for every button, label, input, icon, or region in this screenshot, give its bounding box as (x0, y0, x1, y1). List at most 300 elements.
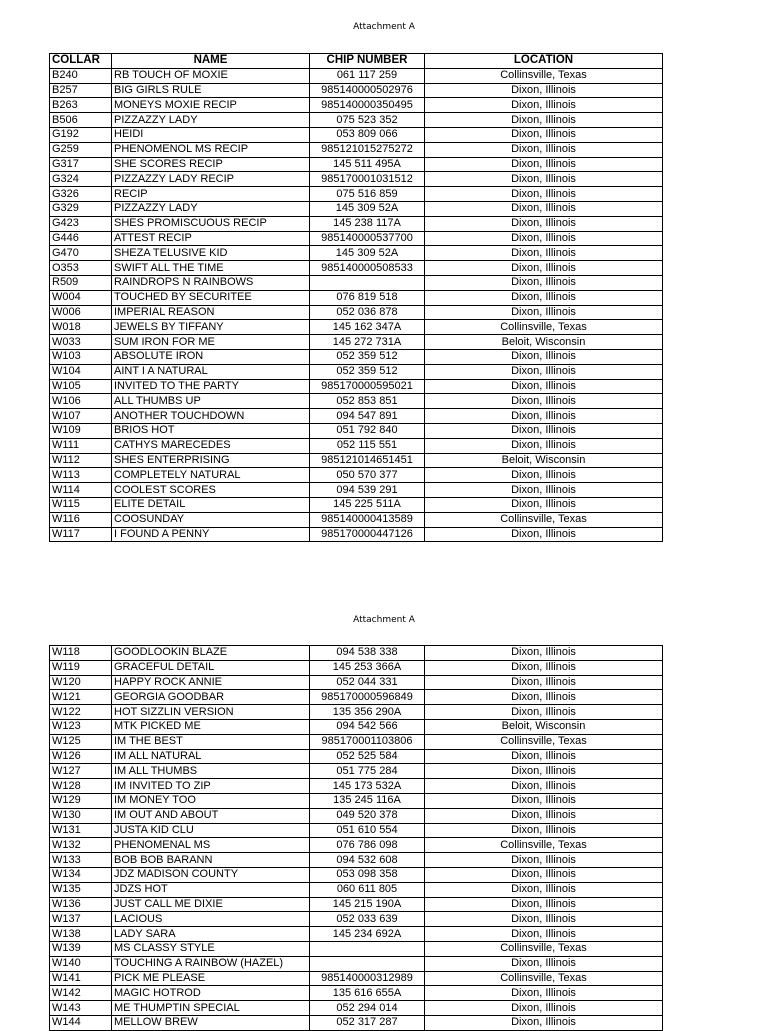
collar-cell: O353 (50, 261, 112, 276)
collar-cell: W126 (50, 749, 112, 764)
chip-number-cell: 135 245 116A (310, 793, 425, 808)
location-cell: Dixon, Illinois (425, 882, 663, 897)
collar-cell: W129 (50, 793, 112, 808)
table-row (50, 912, 663, 927)
chip-number-cell (310, 941, 425, 956)
name-cell: TOUCHED BY SECURITEE (112, 290, 310, 305)
collar-cell: W117 (50, 527, 112, 542)
location-cell: Dixon, Illinois (425, 646, 663, 661)
location-cell: Dixon, Illinois (425, 853, 663, 868)
name-cell: INVITED TO THE PARTY (112, 379, 310, 394)
collar-cell: W004 (50, 290, 112, 305)
location-cell: Dixon, Illinois (425, 231, 663, 246)
collar-cell: W141 (50, 971, 112, 986)
chip-number-cell: 061 117 259 (310, 68, 425, 83)
table-row (50, 349, 663, 364)
table-row (50, 793, 663, 808)
location-cell: Dixon, Illinois (425, 675, 663, 690)
chip-number-column-header: CHIP NUMBER (310, 54, 425, 69)
location-cell: Dixon, Illinois (425, 379, 663, 394)
chip-number-cell: 075 523 352 (310, 113, 425, 128)
location-cell: Dixon, Illinois (425, 246, 663, 261)
table-row (50, 275, 663, 290)
table-row (50, 956, 663, 971)
table-row (50, 290, 663, 305)
name-cell: ANOTHER TOUCHDOWN (112, 409, 310, 424)
collar-cell: G470 (50, 246, 112, 261)
location-cell: Dixon, Illinois (425, 497, 663, 512)
name-cell: IM MONEY TOO (112, 793, 310, 808)
name-column-header: NAME (112, 54, 310, 69)
collar-cell: W103 (50, 349, 112, 364)
location-cell: Dixon, Illinois (425, 1015, 663, 1030)
chip-number-cell: 985140000312989 (310, 971, 425, 986)
table-row (50, 660, 663, 675)
name-cell: COMPLETELY NATURAL (112, 468, 310, 483)
collar-cell: W113 (50, 468, 112, 483)
location-cell: Dixon, Illinois (425, 867, 663, 882)
location-cell: Dixon, Illinois (425, 468, 663, 483)
table-row (50, 512, 663, 527)
location-cell: Dixon, Illinois (425, 423, 663, 438)
chip-number-cell: 145 272 731A (310, 335, 425, 350)
name-cell: AINT I A NATURAL (112, 364, 310, 379)
collar-cell: W133 (50, 853, 112, 868)
location-cell: Dixon, Illinois (425, 793, 663, 808)
collar-cell: W118 (50, 646, 112, 661)
chip-number-cell: 052 294 014 (310, 1001, 425, 1016)
chip-number-cell (310, 956, 425, 971)
table-row (50, 261, 663, 276)
chip-number-cell: 985140000502976 (310, 83, 425, 98)
chip-number-cell: 052 317 287 (310, 1015, 425, 1030)
collar-cell: G423 (50, 216, 112, 231)
collar-cell: W137 (50, 912, 112, 927)
name-cell: IM ALL NATURAL (112, 749, 310, 764)
table-row (50, 749, 663, 764)
collar-cell: W142 (50, 986, 112, 1001)
collar-cell: W125 (50, 734, 112, 749)
location-cell: Dixon, Illinois (425, 483, 663, 498)
chip-number-cell: 051 792 840 (310, 423, 425, 438)
location-cell: Beloit, Wisconsin (425, 335, 663, 350)
chip-number-cell: 094 547 891 (310, 409, 425, 424)
table-row (50, 823, 663, 838)
name-cell: PIZZAZZY LADY (112, 113, 310, 128)
table-row (50, 394, 663, 409)
collar-cell: W143 (50, 1001, 112, 1016)
table-row (50, 231, 663, 246)
table-row (50, 705, 663, 720)
chip-number-cell: 985140000537700 (310, 231, 425, 246)
location-cell: Dixon, Illinois (425, 83, 663, 98)
location-cell: Dixon, Illinois (425, 690, 663, 705)
table-row (50, 867, 663, 882)
location-cell: Dixon, Illinois (425, 261, 663, 276)
collar-cell: W112 (50, 453, 112, 468)
chip-number-cell: 985170001031512 (310, 172, 425, 187)
table-row (50, 320, 663, 335)
location-cell: Dixon, Illinois (425, 1001, 663, 1016)
chip-number-cell: 094 539 291 (310, 483, 425, 498)
location-cell: Dixon, Illinois (425, 157, 663, 172)
collar-cell: W139 (50, 941, 112, 956)
location-cell: Dixon, Illinois (425, 912, 663, 927)
collar-cell: W104 (50, 364, 112, 379)
name-cell: JUSTA KID CLU (112, 823, 310, 838)
location-cell: Dixon, Illinois (425, 764, 663, 779)
collar-cell: W135 (50, 882, 112, 897)
chip-number-cell: 145 253 366A (310, 660, 425, 675)
name-cell: ATTEST RECIP (112, 231, 310, 246)
location-cell: Dixon, Illinois (425, 127, 663, 142)
location-cell: Dixon, Illinois (425, 364, 663, 379)
table-row (50, 483, 663, 498)
chip-number-cell: 052 036 878 (310, 305, 425, 320)
location-cell: Dixon, Illinois (425, 779, 663, 794)
chip-number-cell: 145 309 52A (310, 201, 425, 216)
collar-cell: W121 (50, 690, 112, 705)
name-cell: SWIFT ALL THE TIME (112, 261, 310, 276)
table-row (50, 1015, 663, 1030)
location-cell: Dixon, Illinois (425, 216, 663, 231)
chip-number-cell: 145 309 52A (310, 246, 425, 261)
collar-cell: W144 (50, 1015, 112, 1030)
collar-cell: W018 (50, 320, 112, 335)
chip-number-cell: 076 819 518 (310, 290, 425, 305)
name-cell: LADY SARA (112, 927, 310, 942)
collar-cell: W116 (50, 512, 112, 527)
location-cell: Collinsville, Texas (425, 971, 663, 986)
chip-number-cell: 145 511 495A (310, 157, 425, 172)
table-row (50, 83, 663, 98)
table-row (50, 764, 663, 779)
collar-cell: W138 (50, 927, 112, 942)
collar-cell: B240 (50, 68, 112, 83)
location-cell: Dixon, Illinois (425, 808, 663, 823)
table-row (50, 897, 663, 912)
chip-number-cell: 985140000508533 (310, 261, 425, 276)
location-cell: Dixon, Illinois (425, 956, 663, 971)
name-cell: PIZZAZZY LADY RECIP (112, 172, 310, 187)
name-cell: IM INVITED TO ZIP (112, 779, 310, 794)
name-cell: TOUCHING A RAINBOW (HAZEL) (112, 956, 310, 971)
location-cell: Dixon, Illinois (425, 349, 663, 364)
chip-number-cell: 094 538 338 (310, 646, 425, 661)
location-cell: Dixon, Illinois (425, 394, 663, 409)
location-cell: Beloit, Wisconsin (425, 453, 663, 468)
table-row (50, 453, 663, 468)
table-row (50, 882, 663, 897)
name-cell: JEWELS BY TIFFANY (112, 320, 310, 335)
location-cell: Collinsville, Texas (425, 320, 663, 335)
chip-number-cell: 985170000596849 (310, 690, 425, 705)
location-cell: Dixon, Illinois (425, 187, 663, 202)
chip-number-cell: 052 033 639 (310, 912, 425, 927)
chip-number-cell: 051 610 554 (310, 823, 425, 838)
chip-number-cell: 049 520 378 (310, 808, 425, 823)
location-cell: Collinsville, Texas (425, 68, 663, 83)
table-body-2 (50, 646, 663, 1031)
table-row (50, 364, 663, 379)
collar-cell: G329 (50, 201, 112, 216)
location-cell: Dixon, Illinois (425, 98, 663, 113)
chip-number-cell: 985140000413589 (310, 512, 425, 527)
table-row (50, 838, 663, 853)
table-row (50, 986, 663, 1001)
name-cell: COOSUNDAY (112, 512, 310, 527)
table-row (50, 127, 663, 142)
collar-cell: W114 (50, 483, 112, 498)
collar-cell: W120 (50, 675, 112, 690)
name-cell: SHE SCORES RECIP (112, 157, 310, 172)
table-header-row (50, 54, 663, 69)
table-row (50, 808, 663, 823)
chip-number-cell: 075 516 859 (310, 187, 425, 202)
chip-number-cell (310, 275, 425, 290)
table-row (50, 941, 663, 956)
location-column-header: LOCATION (425, 54, 663, 69)
chip-number-cell: 985121014651451 (310, 453, 425, 468)
location-cell: Dixon, Illinois (425, 142, 663, 157)
name-cell: ABSOLUTE IRON (112, 349, 310, 364)
name-cell: IM THE BEST (112, 734, 310, 749)
name-cell: SHEZA TELUSIVE KID (112, 246, 310, 261)
chip-number-cell: 050 570 377 (310, 468, 425, 483)
name-cell: I FOUND A PENNY (112, 527, 310, 542)
location-cell: Dixon, Illinois (425, 409, 663, 424)
location-cell: Dixon, Illinois (425, 897, 663, 912)
collar-column-header: COLLAR (50, 54, 112, 69)
table-row (50, 527, 663, 542)
name-cell: ME THUMPTIN SPECIAL (112, 1001, 310, 1016)
chip-number-cell: 145 173 532A (310, 779, 425, 794)
table-row (50, 1001, 663, 1016)
collar-cell: W134 (50, 867, 112, 882)
location-cell: Dixon, Illinois (425, 275, 663, 290)
table-row (50, 779, 663, 794)
chip-number-cell: 052 525 584 (310, 749, 425, 764)
collar-cell: W130 (50, 808, 112, 823)
location-cell: Dixon, Illinois (425, 527, 663, 542)
chip-number-cell: 985170001103806 (310, 734, 425, 749)
chip-number-cell: 985170000595021 (310, 379, 425, 394)
name-cell: ALL THUMBS UP (112, 394, 310, 409)
chip-number-cell: 052 853 851 (310, 394, 425, 409)
name-cell: IM ALL THUMBS (112, 764, 310, 779)
collar-cell: W140 (50, 956, 112, 971)
location-cell: Dixon, Illinois (425, 305, 663, 320)
location-cell: Dixon, Illinois (425, 201, 663, 216)
location-cell: Beloit, Wisconsin (425, 719, 663, 734)
collar-cell: G324 (50, 172, 112, 187)
location-cell: Dixon, Illinois (425, 823, 663, 838)
name-cell: GEORGIA GOODBAR (112, 690, 310, 705)
name-cell: GOODLOOKIN BLAZE (112, 646, 310, 661)
table-row (50, 497, 663, 512)
collar-cell: W132 (50, 838, 112, 853)
table-row (50, 690, 663, 705)
name-cell: PICK ME PLEASE (112, 971, 310, 986)
collar-cell: B263 (50, 98, 112, 113)
chip-number-cell: 135 356 290A (310, 705, 425, 720)
location-cell: Dixon, Illinois (425, 113, 663, 128)
location-cell: Dixon, Illinois (425, 172, 663, 187)
location-cell: Dixon, Illinois (425, 749, 663, 764)
location-cell: Collinsville, Texas (425, 512, 663, 527)
collar-cell: W119 (50, 660, 112, 675)
chip-number-cell: 135 616 655A (310, 986, 425, 1001)
chip-number-cell: 985140000350495 (310, 98, 425, 113)
name-cell: HAPPY ROCK ANNIE (112, 675, 310, 690)
collar-cell: B257 (50, 83, 112, 98)
chip-number-cell: 094 532 608 (310, 853, 425, 868)
name-cell: RAINDROPS N RAINBOWS (112, 275, 310, 290)
location-cell: Dixon, Illinois (425, 705, 663, 720)
collar-cell: W128 (50, 779, 112, 794)
chip-number-cell: 145 215 190A (310, 897, 425, 912)
name-cell: HEIDI (112, 127, 310, 142)
name-cell: RECIP (112, 187, 310, 202)
chip-number-cell: 052 044 331 (310, 675, 425, 690)
name-cell: SUM IRON FOR ME (112, 335, 310, 350)
table-row (50, 113, 663, 128)
collar-cell: W109 (50, 423, 112, 438)
chip-number-cell: 985121015275272 (310, 142, 425, 157)
chip-number-cell: 051 775 284 (310, 764, 425, 779)
chip-number-cell: 145 162 347A (310, 320, 425, 335)
name-cell: MELLOW BREW (112, 1015, 310, 1030)
table-row (50, 853, 663, 868)
name-cell: PHENOMENAL MS (112, 838, 310, 853)
collar-cell: G317 (50, 157, 112, 172)
collar-cell: G259 (50, 142, 112, 157)
table-row (50, 468, 663, 483)
name-cell: MONEYS MOXIE RECIP (112, 98, 310, 113)
location-cell: Dixon, Illinois (425, 986, 663, 1001)
table-row (50, 157, 663, 172)
table-row (50, 246, 663, 261)
name-cell: SHES ENTERPRISING (112, 453, 310, 468)
table-row (50, 971, 663, 986)
name-cell: PIZZAZZY LADY (112, 201, 310, 216)
table-row (50, 187, 663, 202)
location-cell: Collinsville, Texas (425, 734, 663, 749)
collar-cell: G326 (50, 187, 112, 202)
name-cell: IM OUT AND ABOUT (112, 808, 310, 823)
chip-number-cell: 052 359 512 (310, 364, 425, 379)
collar-cell: G446 (50, 231, 112, 246)
attachment-heading: Attachment A (353, 22, 415, 32)
collar-cell: W106 (50, 394, 112, 409)
chip-number-cell: 052 115 551 (310, 438, 425, 453)
name-cell: RB TOUCH OF MOXIE (112, 68, 310, 83)
location-cell: Collinsville, Texas (425, 941, 663, 956)
table-row (50, 719, 663, 734)
chip-number-cell: 052 359 512 (310, 349, 425, 364)
location-cell: Dixon, Illinois (425, 927, 663, 942)
name-cell: BRIOS HOT (112, 423, 310, 438)
name-cell: MS CLASSY STYLE (112, 941, 310, 956)
name-cell: IMPERIAL REASON (112, 305, 310, 320)
table-row (50, 216, 663, 231)
table-row (50, 409, 663, 424)
name-cell: HOT SIZZLIN VERSION (112, 705, 310, 720)
collar-cell: W122 (50, 705, 112, 720)
table-row (50, 68, 663, 83)
collar-cell: W033 (50, 335, 112, 350)
collar-cell: G192 (50, 127, 112, 142)
chip-number-cell: 060 611 805 (310, 882, 425, 897)
table-row (50, 423, 663, 438)
collar-cell: R509 (50, 275, 112, 290)
animal-table-2 (49, 645, 663, 1031)
name-cell: ELITE DETAIL (112, 497, 310, 512)
chip-number-cell: 145 234 692A (310, 927, 425, 942)
name-cell: MAGIC HOTROD (112, 986, 310, 1001)
chip-number-cell: 094 542 566 (310, 719, 425, 734)
name-cell: COOLEST SCORES (112, 483, 310, 498)
collar-cell: B506 (50, 113, 112, 128)
location-cell: Dixon, Illinois (425, 438, 663, 453)
table-row (50, 335, 663, 350)
collar-cell: W123 (50, 719, 112, 734)
attachment-heading: Attachment A (353, 615, 415, 625)
table-row (50, 379, 663, 394)
animal-table-1 (49, 53, 663, 542)
table-row (50, 201, 663, 216)
name-cell: LACIOUS (112, 912, 310, 927)
table-row (50, 675, 663, 690)
name-cell: BIG GIRLS RULE (112, 83, 310, 98)
chip-number-cell: 053 098 358 (310, 867, 425, 882)
collar-cell: W107 (50, 409, 112, 424)
name-cell: CATHYS MARECEDES (112, 438, 310, 453)
collar-cell: W127 (50, 764, 112, 779)
chip-number-cell: 145 225 511A (310, 497, 425, 512)
table-row (50, 646, 663, 661)
chip-number-cell: 076 786 098 (310, 838, 425, 853)
name-cell: BOB BOB BARANN (112, 853, 310, 868)
table-row (50, 305, 663, 320)
collar-cell: W105 (50, 379, 112, 394)
table-row (50, 98, 663, 113)
table-row (50, 734, 663, 749)
name-cell: JUST CALL ME DIXIE (112, 897, 310, 912)
collar-cell: W006 (50, 305, 112, 320)
name-cell: SHES PROMISCUOUS RECIP (112, 216, 310, 231)
table-row (50, 927, 663, 942)
table-body-1 (50, 68, 663, 542)
collar-cell: W131 (50, 823, 112, 838)
table-row (50, 172, 663, 187)
name-cell: PHENOMENOL MS RECIP (112, 142, 310, 157)
name-cell: JDZ MADISON COUNTY (112, 867, 310, 882)
table-row (50, 142, 663, 157)
collar-cell: W136 (50, 897, 112, 912)
collar-cell: W115 (50, 497, 112, 512)
table-row (50, 438, 663, 453)
chip-number-cell: 053 809 066 (310, 127, 425, 142)
chip-number-cell: 985170000447126 (310, 527, 425, 542)
name-cell: JDZS HOT (112, 882, 310, 897)
name-cell: GRACEFUL DETAIL (112, 660, 310, 675)
name-cell: MTK PICKED ME (112, 719, 310, 734)
collar-cell: W111 (50, 438, 112, 453)
location-cell: Dixon, Illinois (425, 660, 663, 675)
chip-number-cell: 145 238 117A (310, 216, 425, 231)
location-cell: Collinsville, Texas (425, 838, 663, 853)
